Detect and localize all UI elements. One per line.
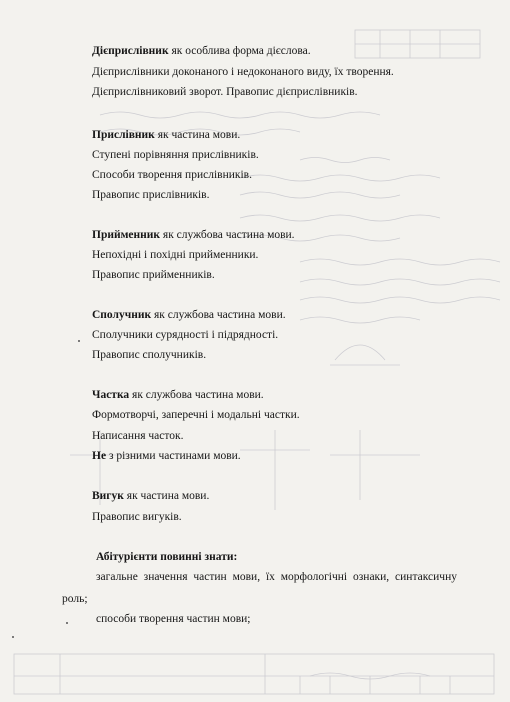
text-line: Ступені порівняння прислівників. <box>92 149 259 161</box>
text-line: Сполучники сурядності і підрядності. <box>92 329 279 341</box>
margin-dot <box>78 340 80 342</box>
heading-ne: Не з різними частинами мови. <box>92 450 241 462</box>
text-line: способи творення частин мови; <box>96 613 251 625</box>
heading-pryimennyk: Прийменник як службова частина мови. <box>92 229 295 241</box>
text-line: Правопис прислівників. <box>92 189 210 201</box>
text-line: Написання часток. <box>92 430 184 442</box>
text-line: Формотворчі, заперечні і модальні частки. <box>92 409 300 421</box>
heading-vyhuk: Вигук як частина мови. <box>92 490 210 502</box>
text-line: Правопис сполучників. <box>92 349 207 361</box>
text-line: роль; <box>62 593 88 605</box>
margin-dot <box>12 636 14 638</box>
text-line: Способи творення прислівників. <box>92 169 252 181</box>
heading-pryslivnyk: Прислівник як частина мови. <box>92 129 241 141</box>
text-line: Правопис прийменників. <box>92 269 215 281</box>
text-line: Правопис вигуків. <box>92 511 182 523</box>
text-line: загальне значення частин мови, їх морфологічні ознаки, синтаксичну <box>96 571 457 583</box>
text-line: Непохідні і похідні прийменники. <box>92 249 259 261</box>
heading-chastka: Частка як службова частина мови. <box>92 389 264 401</box>
heading-abituriienty: Абітурієнти повинні знати: <box>96 551 238 563</box>
heading-spoluchnyk: Сполучник як службова частина мови. <box>92 309 286 321</box>
margin-dot <box>66 622 68 624</box>
text-line: Дієприслівники доконаного і недоконаного виду, їх творення. <box>92 66 394 78</box>
heading-diieprislivnyk: Дієприслівник як особлива форма дієслова. <box>92 45 311 57</box>
text-line: Дієприслівниковий зворот. Правопис дієприслівників. <box>92 86 358 98</box>
